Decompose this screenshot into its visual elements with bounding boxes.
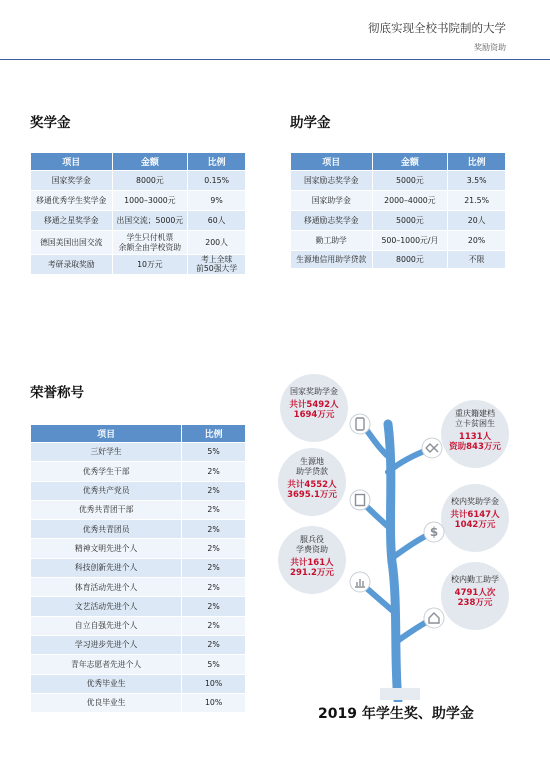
grant-table-cell: 生源地信用助学贷款 <box>291 251 373 269</box>
tree-icon-badge <box>350 414 370 434</box>
grant-table-cell: 3.5% <box>448 171 506 191</box>
honors-table-cell: 2% <box>182 500 246 519</box>
honors-table <box>30 424 246 713</box>
tree-node-title: 生源地 <box>300 457 324 466</box>
grant-table-cell: 500–1000元/月 <box>372 231 448 251</box>
tree-node <box>280 374 370 442</box>
dollar-icon: $ <box>429 525 439 539</box>
tree-node-title: 学费资助 <box>296 545 328 554</box>
tree-node-stat: 共计4552人 <box>287 480 337 490</box>
scholarship-table-cell: 移通之星奖学金 <box>31 211 113 231</box>
scholarship-table-cell: 考研录取奖励 <box>31 255 113 275</box>
tree-node <box>422 400 509 468</box>
scholarship-table-cell: 60人 <box>188 211 246 231</box>
honors-header-row <box>31 425 246 443</box>
scholarship-table-cell: 8000元 <box>112 171 188 191</box>
grant-header-row <box>291 153 506 171</box>
grant-table-cell: 2000–4000元 <box>372 191 448 211</box>
tree-node <box>424 484 509 552</box>
scholarship-table-cell: 国家奖学金 <box>31 171 113 191</box>
tree-ground <box>380 688 420 700</box>
scholarship-table-row <box>31 231 246 255</box>
header-title: 彻底实现全校书院制的大学 <box>368 21 506 35</box>
scholarship-table-cell: 移通优秀学生奖学金 <box>31 191 113 211</box>
honors-table-cell: 2% <box>182 578 246 597</box>
tree-icon-badge <box>422 438 442 458</box>
funding-tree-infographic <box>270 362 520 702</box>
scholarship-table-cell: 出国交流；5000元 <box>112 211 188 231</box>
honors-table-row <box>31 500 246 519</box>
grant-table-cell: 5000元 <box>372 171 448 191</box>
scholarship-table <box>30 152 246 275</box>
honors-table-row <box>31 481 246 500</box>
scholarship-table-cell: 1000–3000元 <box>112 191 188 211</box>
honors-table-row <box>31 462 246 481</box>
tree-node-stat: 3695.1万元 <box>287 490 337 500</box>
honors-table-cell: 5% <box>182 443 246 462</box>
grant-table-row <box>291 231 506 251</box>
tree-node <box>424 562 509 630</box>
honors-table-cell: 文艺活动先进个人 <box>31 597 182 616</box>
tree-node <box>278 526 370 594</box>
scholarship-table-cell: 0.15% <box>188 171 246 191</box>
honors-table-cell: 2% <box>182 635 246 654</box>
grant-table-cell: 20% <box>448 231 506 251</box>
scholarship-table-cell: 考上全球 前50强大学 <box>188 255 246 275</box>
grant-table-cell: 20人 <box>448 211 506 231</box>
honors-table-row <box>31 693 246 712</box>
grant-table-row <box>291 211 506 231</box>
honors-table-row <box>31 539 246 558</box>
scholarship-column-header: 比例 <box>188 153 246 171</box>
tree-icon-badge <box>350 490 370 510</box>
tree-node-stat: 共计5492人 <box>289 400 339 410</box>
honors-table-row <box>31 674 246 693</box>
tree-node-stat: 共计6147人 <box>450 510 500 520</box>
honors-title: 荣誉称号 <box>30 385 84 401</box>
honors-table-cell: 2% <box>182 558 246 577</box>
tree-node-title: 服兵役 <box>300 535 324 544</box>
honors-table-cell: 2% <box>182 539 246 558</box>
tree-node-stat: 资助843万元 <box>449 442 501 452</box>
grant-table-cell: 21.5% <box>448 191 506 211</box>
grant-title: 助学金 <box>290 115 331 131</box>
honors-table-row <box>31 597 246 616</box>
scholarship-title: 奖学金 <box>30 115 71 131</box>
scholarship-column-header: 项目 <box>31 153 113 171</box>
grant-table-cell: 不限 <box>448 251 506 269</box>
honors-table-cell: 10% <box>182 693 246 712</box>
tree-node-title: 重庆籍建档 <box>455 409 495 418</box>
honors-table-cell: 三好学生 <box>31 443 182 462</box>
tree-node <box>278 448 370 516</box>
grant-table-row <box>291 251 506 269</box>
honors-table-cell: 优良毕业生 <box>31 693 182 712</box>
honors-table-cell: 优秀共产党员 <box>31 481 182 500</box>
scholarship-table-cell: 10万元 <box>112 255 188 275</box>
tree-icon-badge <box>424 608 444 628</box>
scholarship-column-header: 金额 <box>112 153 188 171</box>
honors-table-cell: 青年志愿者先进个人 <box>31 655 182 674</box>
honors-table-cell: 优秀共青团员 <box>31 520 182 539</box>
tree-node-stat: 1042万元 <box>454 520 496 530</box>
honors-table-cell: 体育活动先进个人 <box>31 578 182 597</box>
honors-table-cell: 优秀毕业生 <box>31 674 182 693</box>
honors-table-cell: 自立自强先进个人 <box>31 616 182 635</box>
tree-node-title: 校内奖助学金 <box>451 497 499 506</box>
scholarship-table-row <box>31 255 246 275</box>
honors-table-cell: 2% <box>182 616 246 635</box>
grant-table-cell: 5000元 <box>372 211 448 231</box>
grant-table-cell: 移通励志奖学金 <box>291 211 373 231</box>
honors-table-row <box>31 443 246 462</box>
grant-column-header: 比例 <box>448 153 506 171</box>
honors-column-header: 比例 <box>182 425 246 443</box>
header-subtitle: 奖励资助 <box>474 43 506 52</box>
honors-table-row <box>31 655 246 674</box>
grant-table-cell: 8000元 <box>372 251 448 269</box>
grant-table-cell: 国家助学金 <box>291 191 373 211</box>
scholarship-table-cell: 德国美国出国交流 <box>31 231 113 255</box>
tree-node-title: 校内勤工助学 <box>451 575 499 584</box>
honors-column-header: 项目 <box>31 425 182 443</box>
tree-node-stat: 238万元 <box>457 598 493 608</box>
honors-table-cell: 科技创新先进个人 <box>31 558 182 577</box>
honors-table-cell: 优秀学生干部 <box>31 462 182 481</box>
grant-column-header: 金额 <box>372 153 448 171</box>
tree-node-stat: 1131人 <box>458 432 492 442</box>
tree-node-stat: 291.2万元 <box>290 568 334 578</box>
honors-table-cell: 10% <box>182 674 246 693</box>
scholarship-table-cell: 9% <box>188 191 246 211</box>
grant-table-cell: 勤工助学 <box>291 231 373 251</box>
grant-table-row <box>291 171 506 191</box>
tree-node-title: 立卡贫困生 <box>455 419 495 428</box>
honors-table-cell: 2% <box>182 597 246 616</box>
scholarship-table-row <box>31 211 246 231</box>
honors-table-row <box>31 616 246 635</box>
honors-table-row <box>31 520 246 539</box>
tree-year-title: 2019 年学生奖、助学金 <box>318 706 474 722</box>
scholarship-table-cell: 学生只付机票 余额全由学校资助 <box>112 231 188 255</box>
grant-table <box>290 152 506 269</box>
honors-table-row <box>31 558 246 577</box>
tree-branches <box>360 424 434 700</box>
honors-table-cell: 2% <box>182 520 246 539</box>
tree-node-stat: 共计161人 <box>290 558 334 568</box>
tree-node-stat: 1694万元 <box>293 410 335 420</box>
scholarship-table-cell: 200人 <box>188 231 246 255</box>
grant-table-row <box>291 191 506 211</box>
tree-node-title: 助学贷款 <box>296 467 328 476</box>
honors-table-row <box>31 635 246 654</box>
tree-node-stat: 4791人次 <box>454 588 496 598</box>
header-divider <box>0 59 550 60</box>
tree-node-title: 国家奖助学金 <box>290 387 338 396</box>
honors-table-row <box>31 578 246 597</box>
grant-column-header: 项目 <box>291 153 373 171</box>
grant-table-cell: 国家励志奖学金 <box>291 171 373 191</box>
scholarship-header-row <box>31 153 246 171</box>
honors-table-cell: 精神文明先进个人 <box>31 539 182 558</box>
honors-table-cell: 优秀共青团干部 <box>31 500 182 519</box>
honors-table-cell: 2% <box>182 462 246 481</box>
scholarship-table-row <box>31 171 246 191</box>
honors-table-cell: 2% <box>182 481 246 500</box>
honors-table-cell: 学习进步先进个人 <box>31 635 182 654</box>
scholarship-table-row <box>31 191 246 211</box>
honors-table-cell: 5% <box>182 655 246 674</box>
